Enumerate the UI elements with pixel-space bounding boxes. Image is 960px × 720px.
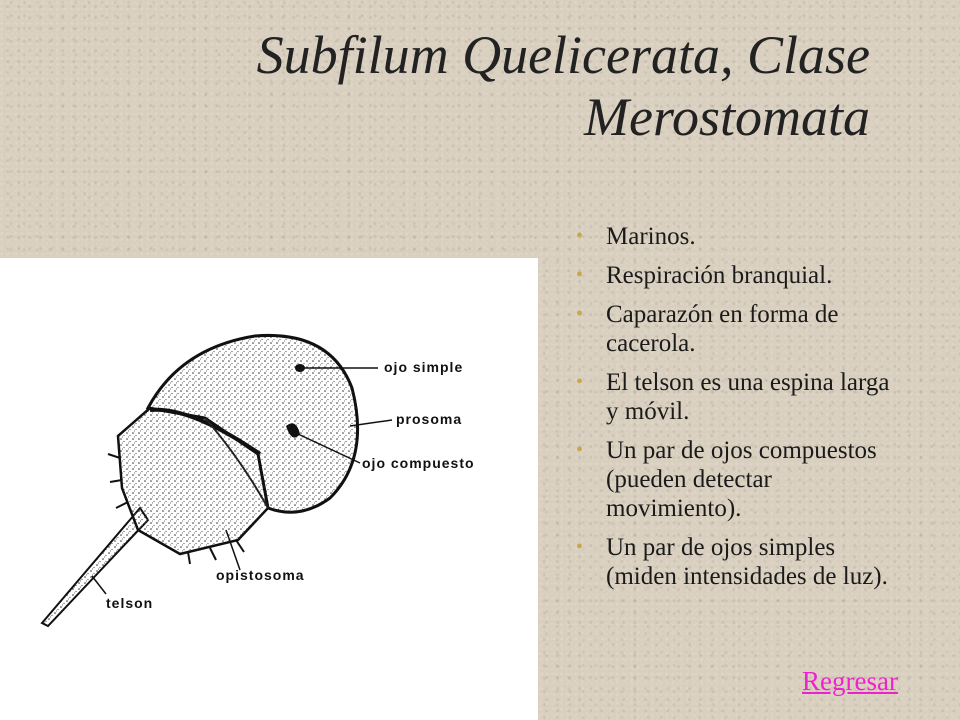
list-item: • Un par de ojos compuestos (pueden detectar movimiento). <box>576 436 906 523</box>
list-item: • Respiración branquial. <box>576 261 906 290</box>
feature-list <box>576 222 906 601</box>
list-item: • Caparazón en forma de cacerola. <box>576 300 906 358</box>
label-ojo-simple: ojo simple <box>384 359 464 375</box>
list-item: • Un par de ojos simples (miden intensidades de luz). <box>576 533 906 591</box>
back-link[interactable]: Regresar <box>802 666 898 696</box>
list-item: • Marinos. <box>576 222 906 251</box>
label-opistosoma: opistosoma <box>216 567 305 583</box>
horseshoe-crab-figure <box>0 258 538 720</box>
horseshoe-crab-illustration <box>0 258 538 720</box>
label-ojo-compuesto: ojo compuesto <box>362 455 475 471</box>
list-item: • El telson es una espina larga y móvil. <box>576 368 906 426</box>
label-prosoma: prosoma <box>396 411 463 427</box>
page-title: Subfilum Quelicerata, Clase Merostomata <box>256 25 870 147</box>
label-telson: telson <box>106 595 154 611</box>
